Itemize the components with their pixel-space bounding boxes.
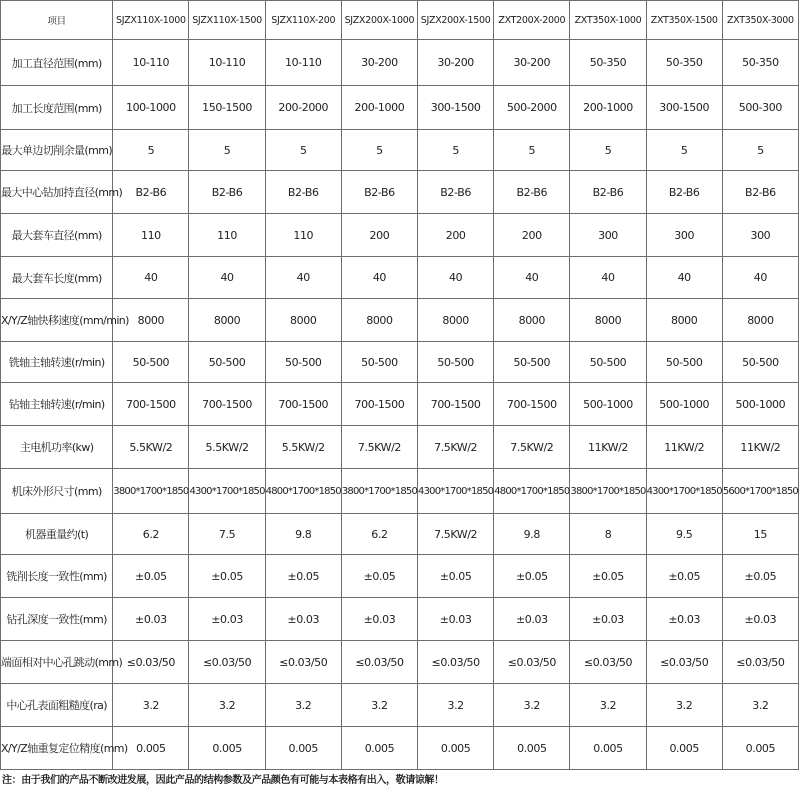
value-cell: 3.2 xyxy=(570,684,646,727)
row-label-cell: 最大套车直径(mm) xyxy=(1,214,113,257)
value-cell: B2-B6 xyxy=(494,171,570,214)
value-cell: B2-B6 xyxy=(113,171,189,214)
value-cell: 0.005 xyxy=(189,727,265,770)
value-cell: 200-1000 xyxy=(570,86,646,130)
value-cell: 11KW/2 xyxy=(722,426,798,469)
value-cell: 0.005 xyxy=(113,727,189,770)
value-cell: ±0.03 xyxy=(494,598,570,641)
value-cell: 4800*1700*1850 xyxy=(494,469,570,514)
header-model-cell: ZXT350X-1500 xyxy=(646,1,722,40)
value-cell: 3.2 xyxy=(646,684,722,727)
value-cell: B2-B6 xyxy=(341,171,417,214)
table-row xyxy=(1,86,799,130)
value-cell: 110 xyxy=(265,214,341,257)
value-cell: 5 xyxy=(722,130,798,171)
value-cell: 0.005 xyxy=(265,727,341,770)
value-cell: 300 xyxy=(646,214,722,257)
value-cell: 40 xyxy=(646,257,722,299)
value-cell: 5600*1700*1850 xyxy=(722,469,798,514)
table-row xyxy=(1,257,799,299)
value-cell: 8000 xyxy=(189,299,265,342)
value-cell: 50-500 xyxy=(418,342,494,383)
row-label-cell: 端面相对中心孔跳动(mm) xyxy=(1,641,113,684)
header-model-cell: SJZX200X-1000 xyxy=(341,1,417,40)
value-cell: 0.005 xyxy=(418,727,494,770)
table-row xyxy=(1,727,799,770)
row-label-cell: 最大套车长度(mm) xyxy=(1,257,113,299)
value-cell: 4800*1700*1850 xyxy=(265,469,341,514)
value-cell: 30-200 xyxy=(341,40,417,86)
row-label-cell: 中心孔表面粗糙度(ra) xyxy=(1,684,113,727)
value-cell: 8000 xyxy=(341,299,417,342)
row-label-cell: 加工长度范围(mm) xyxy=(1,86,113,130)
value-cell: B2-B6 xyxy=(570,171,646,214)
value-cell: 5 xyxy=(418,130,494,171)
row-label-cell: 最大中心钻加持直径(mm) xyxy=(1,171,113,214)
table-row xyxy=(1,299,799,342)
value-cell: B2-B6 xyxy=(646,171,722,214)
row-label-cell: 钻孔深度一致性(mm) xyxy=(1,598,113,641)
table-row xyxy=(1,342,799,383)
value-cell: ±0.05 xyxy=(494,555,570,598)
value-cell: 8000 xyxy=(722,299,798,342)
value-cell: 5.5KW/2 xyxy=(189,426,265,469)
table-header-row xyxy=(1,1,799,40)
header-model-cell: SJZX110X-200 xyxy=(265,1,341,40)
value-cell: 300 xyxy=(570,214,646,257)
value-cell: 5 xyxy=(189,130,265,171)
row-label-cell: X/Y/Z轴重复定位精度(mm) xyxy=(1,727,113,770)
value-cell: 50-350 xyxy=(570,40,646,86)
value-cell: 8 xyxy=(570,514,646,555)
value-cell: ±0.05 xyxy=(265,555,341,598)
value-cell: 3800*1700*1850 xyxy=(341,469,417,514)
table-body xyxy=(1,40,799,770)
value-cell: ±0.03 xyxy=(570,598,646,641)
value-cell: 5 xyxy=(341,130,417,171)
value-cell: ≤0.03/50 xyxy=(570,641,646,684)
value-cell: 700-1500 xyxy=(494,383,570,426)
value-cell: 40 xyxy=(418,257,494,299)
value-cell: 300-1500 xyxy=(418,86,494,130)
value-cell: 700-1500 xyxy=(265,383,341,426)
value-cell: 100-1000 xyxy=(113,86,189,130)
table-row xyxy=(1,426,799,469)
value-cell: 8000 xyxy=(494,299,570,342)
row-label-cell: 铣轴主轴转速(r/min) xyxy=(1,342,113,383)
value-cell: 3.2 xyxy=(722,684,798,727)
table-row xyxy=(1,514,799,555)
value-cell: ±0.03 xyxy=(418,598,494,641)
value-cell: 50-500 xyxy=(570,342,646,383)
value-cell: 0.005 xyxy=(570,727,646,770)
value-cell: 8000 xyxy=(418,299,494,342)
value-cell: 700-1500 xyxy=(113,383,189,426)
value-cell: 5 xyxy=(113,130,189,171)
value-cell: 8000 xyxy=(265,299,341,342)
value-cell: 200-2000 xyxy=(265,86,341,130)
value-cell: 3800*1700*1850 xyxy=(113,469,189,514)
value-cell: ±0.05 xyxy=(113,555,189,598)
value-cell: 3.2 xyxy=(418,684,494,727)
header-model-cell: ZXT350X-3000 xyxy=(722,1,798,40)
value-cell: 200 xyxy=(418,214,494,257)
value-cell: 5 xyxy=(494,130,570,171)
value-cell: 700-1500 xyxy=(341,383,417,426)
value-cell: 50-350 xyxy=(646,40,722,86)
header-model-cell: ZXT350X-1000 xyxy=(570,1,646,40)
value-cell: 3.2 xyxy=(265,684,341,727)
value-cell: 3.2 xyxy=(494,684,570,727)
value-cell: 40 xyxy=(494,257,570,299)
value-cell: ±0.03 xyxy=(189,598,265,641)
value-cell: 10-110 xyxy=(113,40,189,86)
value-cell: 5 xyxy=(570,130,646,171)
value-cell: ±0.05 xyxy=(722,555,798,598)
value-cell: ±0.03 xyxy=(646,598,722,641)
value-cell: 0.005 xyxy=(341,727,417,770)
table-row xyxy=(1,555,799,598)
value-cell: 50-500 xyxy=(265,342,341,383)
value-cell: 50-500 xyxy=(341,342,417,383)
row-label-cell: 铣削长度一致性(mm) xyxy=(1,555,113,598)
value-cell: 11KW/2 xyxy=(646,426,722,469)
value-cell: ±0.05 xyxy=(570,555,646,598)
value-cell: 5 xyxy=(265,130,341,171)
value-cell: 10-110 xyxy=(189,40,265,86)
value-cell: 9.8 xyxy=(494,514,570,555)
value-cell: 4300*1700*1850 xyxy=(189,469,265,514)
row-label-cell: 加工直径范围(mm) xyxy=(1,40,113,86)
value-cell: 4300*1700*1850 xyxy=(646,469,722,514)
row-label-cell: 钻轴主轴转速(r/min) xyxy=(1,383,113,426)
value-cell: ≤0.03/50 xyxy=(265,641,341,684)
value-cell: 50-500 xyxy=(722,342,798,383)
row-label-cell: 机床外形尺寸(mm) xyxy=(1,469,113,514)
value-cell: 200 xyxy=(494,214,570,257)
value-cell: 150-1500 xyxy=(189,86,265,130)
value-cell: 40 xyxy=(341,257,417,299)
value-cell: 40 xyxy=(189,257,265,299)
value-cell: ±0.03 xyxy=(113,598,189,641)
value-cell: 30-200 xyxy=(418,40,494,86)
value-cell: B2-B6 xyxy=(265,171,341,214)
value-cell: 6.2 xyxy=(341,514,417,555)
value-cell: 7.5 xyxy=(189,514,265,555)
table-row xyxy=(1,40,799,86)
table-row xyxy=(1,684,799,727)
value-cell: 15 xyxy=(722,514,798,555)
table-row xyxy=(1,469,799,514)
table-row xyxy=(1,214,799,257)
value-cell: ≤0.03/50 xyxy=(646,641,722,684)
value-cell: 300 xyxy=(722,214,798,257)
value-cell: 5.5KW/2 xyxy=(265,426,341,469)
header-model-cell: SJZX110X-1000 xyxy=(113,1,189,40)
value-cell: 8000 xyxy=(646,299,722,342)
value-cell: 0.005 xyxy=(722,727,798,770)
value-cell: ±0.05 xyxy=(646,555,722,598)
value-cell: 3800*1700*1850 xyxy=(570,469,646,514)
value-cell: 200 xyxy=(341,214,417,257)
value-cell: ≤0.03/50 xyxy=(341,641,417,684)
value-cell: B2-B6 xyxy=(722,171,798,214)
row-label-cell: 机器重量约(t) xyxy=(1,514,113,555)
value-cell: ±0.05 xyxy=(189,555,265,598)
value-cell: ±0.03 xyxy=(722,598,798,641)
value-cell: 11KW/2 xyxy=(570,426,646,469)
table-row xyxy=(1,130,799,171)
value-cell: ≤0.03/50 xyxy=(494,641,570,684)
value-cell: 200-1000 xyxy=(341,86,417,130)
row-label-cell: 最大单边切削余量(mm) xyxy=(1,130,113,171)
row-label-cell: X/Y/Z轴快移速度(mm/min) xyxy=(1,299,113,342)
value-cell: 5 xyxy=(646,130,722,171)
value-cell: 500-300 xyxy=(722,86,798,130)
value-cell: 40 xyxy=(570,257,646,299)
value-cell: 9.8 xyxy=(265,514,341,555)
row-label-cell: 主电机功率(kw) xyxy=(1,426,113,469)
table-row xyxy=(1,641,799,684)
value-cell: 3.2 xyxy=(341,684,417,727)
value-cell: 40 xyxy=(265,257,341,299)
value-cell: 7.5KW/2 xyxy=(418,426,494,469)
value-cell: ±0.03 xyxy=(265,598,341,641)
value-cell: 7.5KW/2 xyxy=(418,514,494,555)
value-cell: 8000 xyxy=(570,299,646,342)
value-cell: 7.5KW/2 xyxy=(341,426,417,469)
value-cell: 50-350 xyxy=(722,40,798,86)
value-cell: 50-500 xyxy=(494,342,570,383)
value-cell: 6.2 xyxy=(113,514,189,555)
table-row xyxy=(1,598,799,641)
value-cell: 50-500 xyxy=(646,342,722,383)
value-cell: 50-500 xyxy=(189,342,265,383)
value-cell: 3.2 xyxy=(113,684,189,727)
value-cell: ±0.05 xyxy=(418,555,494,598)
value-cell: 500-1000 xyxy=(722,383,798,426)
value-cell: 0.005 xyxy=(646,727,722,770)
value-cell: 0.005 xyxy=(494,727,570,770)
value-cell: 3.2 xyxy=(189,684,265,727)
table-row xyxy=(1,171,799,214)
value-cell: 40 xyxy=(722,257,798,299)
value-cell: 110 xyxy=(189,214,265,257)
value-cell: ≤0.03/50 xyxy=(189,641,265,684)
value-cell: ±0.05 xyxy=(341,555,417,598)
value-cell: ±0.03 xyxy=(341,598,417,641)
value-cell: ≤0.03/50 xyxy=(113,641,189,684)
value-cell: 30-200 xyxy=(494,40,570,86)
value-cell: 500-2000 xyxy=(494,86,570,130)
value-cell: 500-1000 xyxy=(570,383,646,426)
table-row xyxy=(1,383,799,426)
value-cell: 40 xyxy=(113,257,189,299)
header-label-cell: 项目 xyxy=(1,1,113,40)
value-cell: B2-B6 xyxy=(418,171,494,214)
header-model-cell: SJZX200X-1500 xyxy=(418,1,494,40)
value-cell: 7.5KW/2 xyxy=(494,426,570,469)
value-cell: 700-1500 xyxy=(189,383,265,426)
value-cell: 4300*1700*1850 xyxy=(418,469,494,514)
value-cell: 10-110 xyxy=(265,40,341,86)
value-cell: 8000 xyxy=(113,299,189,342)
value-cell: 300-1500 xyxy=(646,86,722,130)
value-cell: 5.5KW/2 xyxy=(113,426,189,469)
header-model-cell: ZXT200X-2000 xyxy=(494,1,570,40)
value-cell: ≤0.03/50 xyxy=(722,641,798,684)
value-cell: 9.5 xyxy=(646,514,722,555)
value-cell: 110 xyxy=(113,214,189,257)
value-cell: ≤0.03/50 xyxy=(418,641,494,684)
value-cell: 500-1000 xyxy=(646,383,722,426)
value-cell: 50-500 xyxy=(113,342,189,383)
header-model-cell: SJZX110X-1500 xyxy=(189,1,265,40)
value-cell: 700-1500 xyxy=(418,383,494,426)
value-cell: B2-B6 xyxy=(189,171,265,214)
footnote: 注：由于我们的产品不断改进发展，因此产品的结构参数及产品颜色有可能与本表格有出入，敬请谅解！ xyxy=(2,775,444,786)
